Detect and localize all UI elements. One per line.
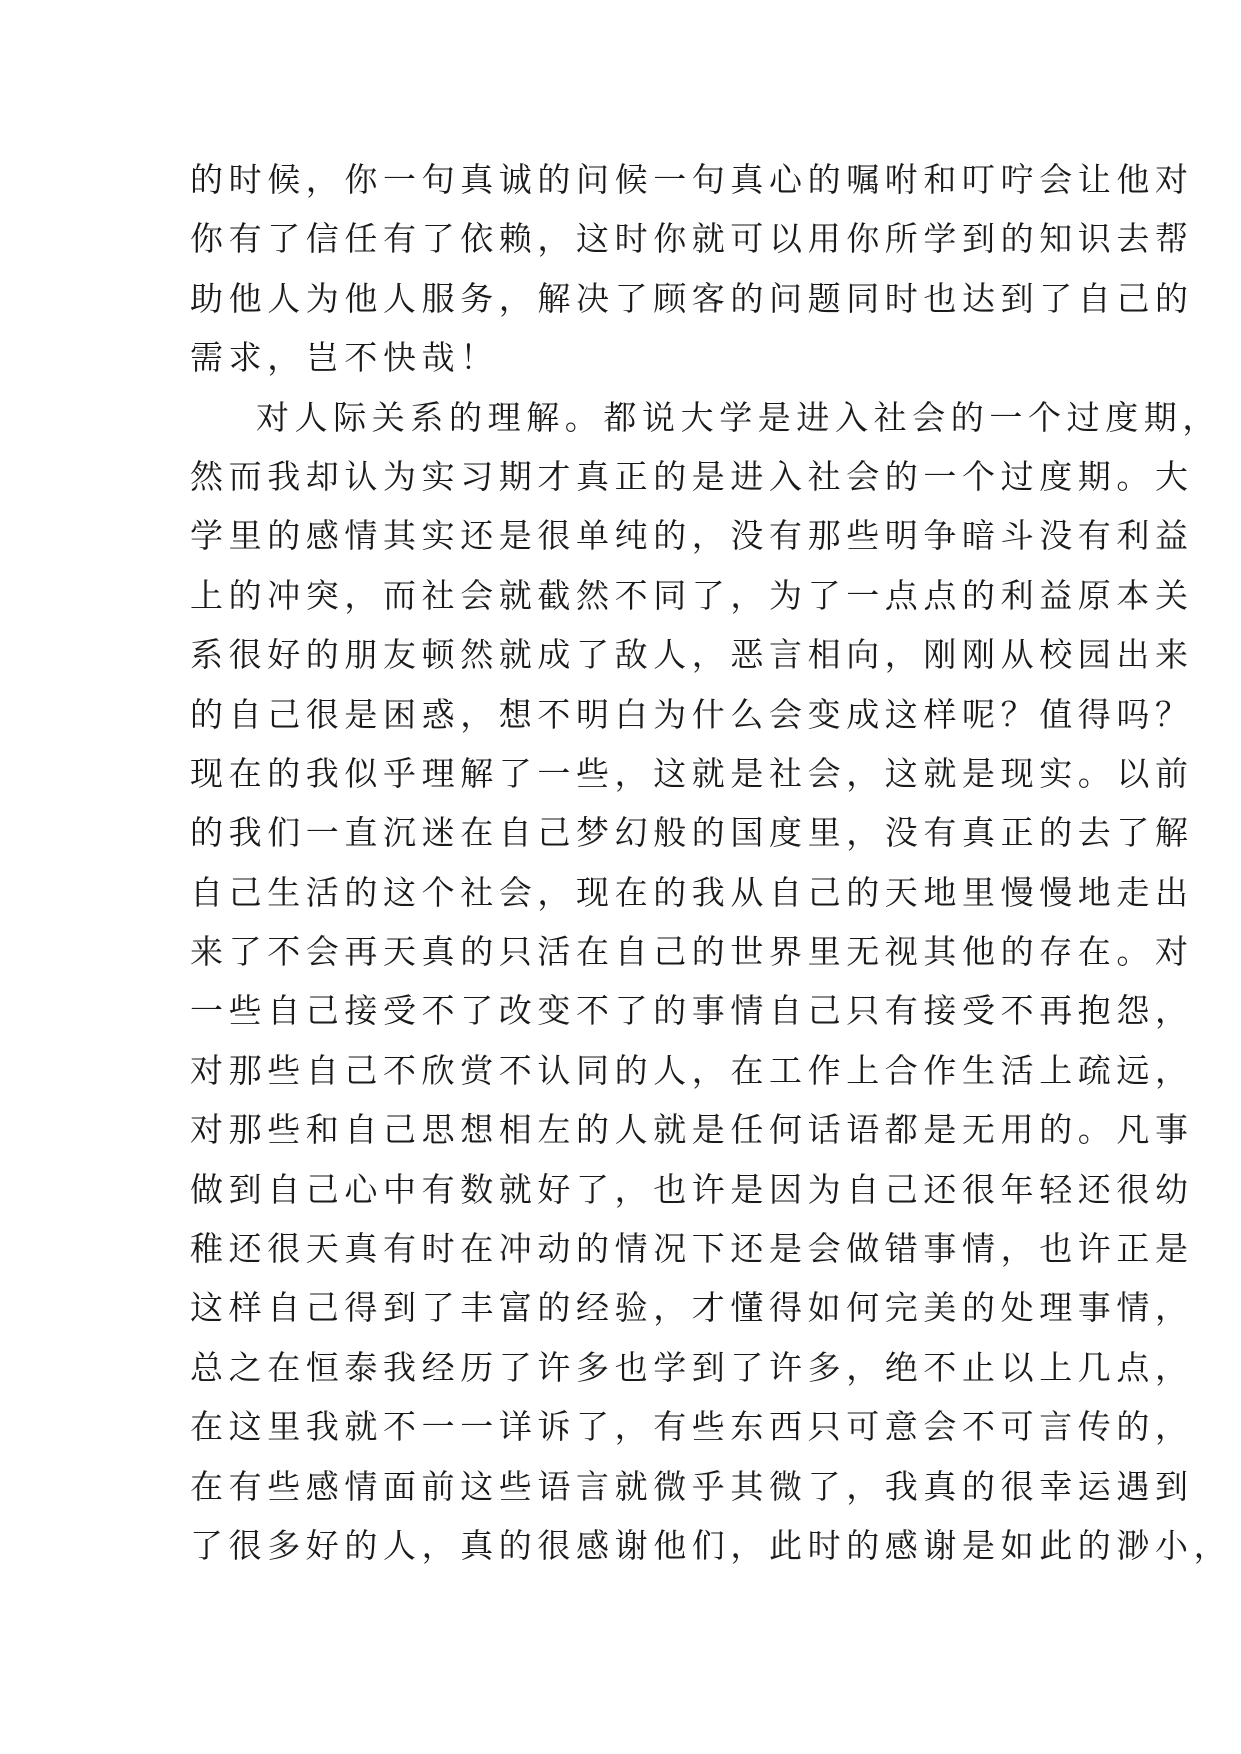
text-line: 来了不会再天真的只活在自己的世界里无视其他的存在。对 [190,932,1194,972]
text-line: 然而我却认为实习期才真正的是进入社会的一个过度期。大 [190,456,1194,496]
text-line: 了很多好的人，真的很感谢他们，此时的感谢是如此的渺小， [190,1525,1233,1565]
text-line: 在这里我就不一一详诉了，有些东西只可意会不可言传的， [190,1407,1194,1447]
text-line: 对那些和自己思想相左的人就是任何话语都是无用的。凡事 [190,1110,1194,1150]
text-line: 现在的我似乎理解了一些，这就是社会，这就是现实。以前 [190,753,1194,793]
text-line: 自己生活的这个社会，现在的我从自己的天地里慢慢地走出 [190,872,1194,912]
text-line: 做到自己心中有数就好了，也许是因为自己还很年轻还很幼 [190,1169,1194,1209]
text-line: 你有了信任有了依赖，这时你就可以用你所学到的知识去帮 [190,219,1194,259]
text-line: 需求，岂不快哉！ [190,338,499,378]
text-line: 一些自己接受不了改变不了的事情自己只有接受不再抱怨， [190,991,1194,1031]
text-line: 的时候，你一句真诚的问候一句真心的嘱咐和叮咛会让他对 [190,160,1194,199]
text-line: 系很好的朋友顿然就成了敌人，恶言相向，刚刚从校园出来 [190,635,1194,675]
text-line: 助他人为他人服务，解决了顾客的问题同时也达到了自己的 [190,278,1194,318]
text-line: 对那些自己不欣赏不认同的人，在工作上合作生活上疏远， [190,1050,1194,1090]
text-line: 的自己很是困惑，想不明白为什么会变成这样呢？值得吗？ [190,694,1194,734]
text-line: 在有些感情面前这些语言就微乎其微了，我真的很幸运遇到 [190,1466,1194,1506]
paragraph-first-line: 对人际关系的理解。都说大学是进入社会的一个过度期， [256,397,1221,437]
text-line: 这样自己得到了丰富的经验，才懂得如何完美的处理事情， [190,1288,1194,1328]
body-text [190,150,1233,1575]
text-line: 学里的感情其实还是很单纯的，没有那些明争暗斗没有利益 [190,516,1194,556]
text-line: 总之在恒泰我经历了许多也学到了许多，绝不止以上几点， [190,1347,1194,1387]
text-line: 的我们一直沉迷在自己梦幻般的国度里，没有真正的去了解 [190,813,1194,853]
text-line: 上的冲突，而社会就截然不同了，为了一点点的利益原本关 [190,575,1194,615]
text-line: 稚还很天真有时在冲动的情况下还是会做错事情，也许正是 [190,1229,1194,1269]
